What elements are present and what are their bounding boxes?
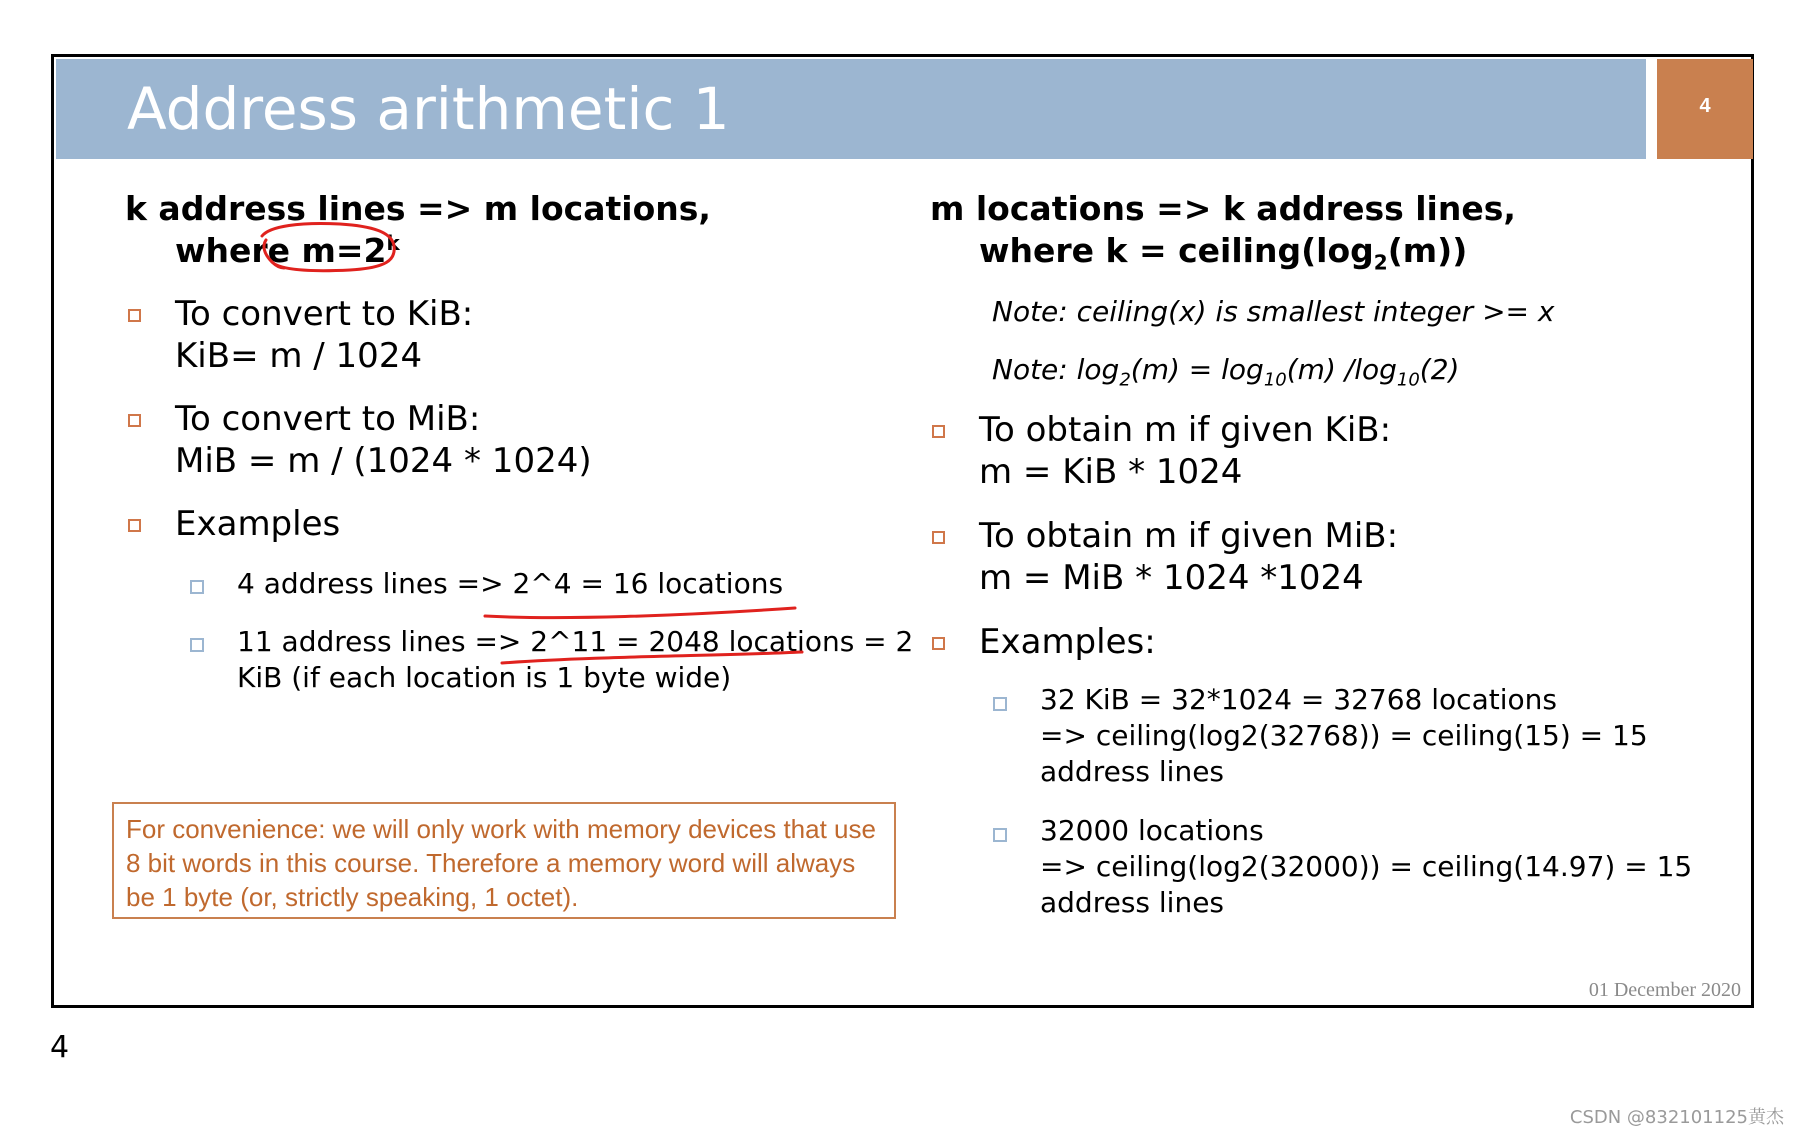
slide-title: Address arithmetic 1 [127,75,730,143]
bullet-icon [128,309,141,322]
right-example-1-line2: => ceiling(log2(32768)) = ceiling(15) = 15 [1040,719,1648,752]
right-example-1-line3: address lines [1040,755,1225,788]
right-example-2-line3: address lines [1040,886,1225,919]
right-example-2-line2: => ceiling(log2(32000)) = ceiling(14.97) = 15 [1040,850,1693,883]
bullet-icon [932,637,945,650]
left-heading-where: where $m=2^k$ [175,231,400,270]
bullet-icon [932,531,945,544]
left-example-1: 4 address lines => 2^4 = 16 locations [237,567,784,600]
slide-number: 4 [1699,95,1711,117]
left-item-2-line1: To convert to MiB: [175,399,481,439]
right-item-2-line1: To obtain m if given MiB: [979,516,1399,556]
convenience-callout: For convenience: we will only work with memory devices that use 8 bit words in this course. Therefore a memory word will always be 1 byte (or, strictly speaking, 1 octet). [112,802,896,919]
left-example-2-line2: KiB (if each location is 1 byte wide) [237,661,732,694]
right-example-1-line1: 32 KiB = 32*1024 = 32768 locations [1040,683,1557,716]
sub-bullet-icon [190,638,204,652]
sub-bullet-icon [993,697,1007,711]
right-heading: m locations => k address lines, [930,189,1516,228]
left-item-3-line1: Examples [175,504,341,544]
watermark: CSDN @832101125黄杰 [1569,1107,1784,1128]
sub-bullet-icon [190,580,204,594]
right-item-1-line1: To obtain m if given KiB: [979,410,1392,450]
slide-date: 01 December 2020 [1588,979,1741,1001]
right-item-2-line2: m = MiB * 1024 *1024 [979,558,1364,598]
bullet-icon [932,425,945,438]
slide-number-box [1657,59,1753,159]
left-item-1-line2: KiB= m / 1024 [175,336,423,376]
slide [51,54,1754,1008]
bullet-icon [128,519,141,532]
right-item-3-line1: Examples: [979,622,1156,662]
page-number: 4 [50,1030,70,1065]
left-item-1-line1: To convert to KiB: [175,294,474,334]
right-item-1-line2: m = KiB * 1024 [979,452,1243,492]
bullet-icon [128,414,141,427]
left-item-2-line2: MiB = m / (1024 * 1024) [175,441,592,481]
note-ceiling: Note: ceiling(x) is smallest integer >= x [992,295,1555,328]
left-example-2-line1: 11 address lines => 2^11 = 2048 locations = 2 [237,625,914,658]
title-bar [56,59,1646,159]
right-example-2-line1: 32000 locations [1040,814,1264,847]
note-log: Note: $\log_2(m) = \log_{10}(m)$ $/\log_{10}(2)$ [992,353,1460,391]
left-heading: k address lines => m locations, [125,189,711,228]
sub-bullet-icon [993,828,1007,842]
right-heading-where: where $k = ceiling(\log_2(m))$ [979,231,1468,275]
